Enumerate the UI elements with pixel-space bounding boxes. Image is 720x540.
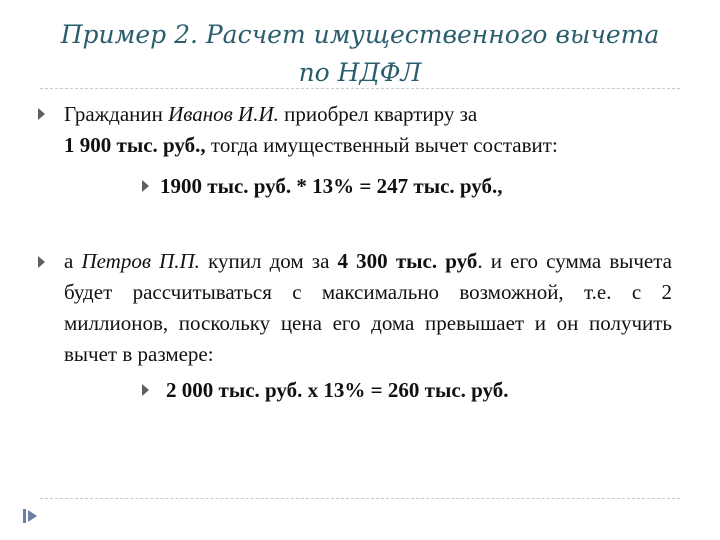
nav-arrow-icon[interactable] xyxy=(22,508,38,524)
title-divider xyxy=(40,88,680,89)
footer-divider xyxy=(40,498,680,499)
bullet-1-name: Иванов И.И. xyxy=(168,102,279,126)
title-line-1: Пример 2. Расчет имущественного вычета xyxy=(60,20,660,49)
title-line-2: по НДФЛ xyxy=(298,58,422,87)
triangle-bullet-icon xyxy=(38,108,45,120)
bullet-2-amount: 4 300 тыс. руб xyxy=(337,249,478,273)
triangle-bullet-icon xyxy=(142,180,149,192)
bullet-2-calculation: 2 000 тыс. руб. х 13% = 260 тыс. руб. xyxy=(166,378,509,402)
bullet-2-text: а Петров П.П. купил дом за 4 300 тыс. руб. и его сумма вычета будет рассчитываться с максимально возможной, т.е. с 2 миллионов, поскольку цена его дома превышает и он получить вычет в размере: xyxy=(64,249,673,366)
bullet-1-amount: 1 900 тыс. руб., xyxy=(64,133,206,157)
bullet-1-calculation: 1900 тыс. руб. * 13% = 247 тыс. руб., xyxy=(160,174,503,198)
triangle-bullet-icon xyxy=(142,384,149,396)
bullet-1-text: Гражданин Иванов И.И. приобрел квартиру за 1 900 тыс. руб., тогда имущественный вычет составит: xyxy=(64,102,558,157)
slide-title xyxy=(40,16,680,92)
bullet-2-name: Петров П.П. xyxy=(81,249,200,273)
triangle-bullet-icon xyxy=(38,256,45,268)
